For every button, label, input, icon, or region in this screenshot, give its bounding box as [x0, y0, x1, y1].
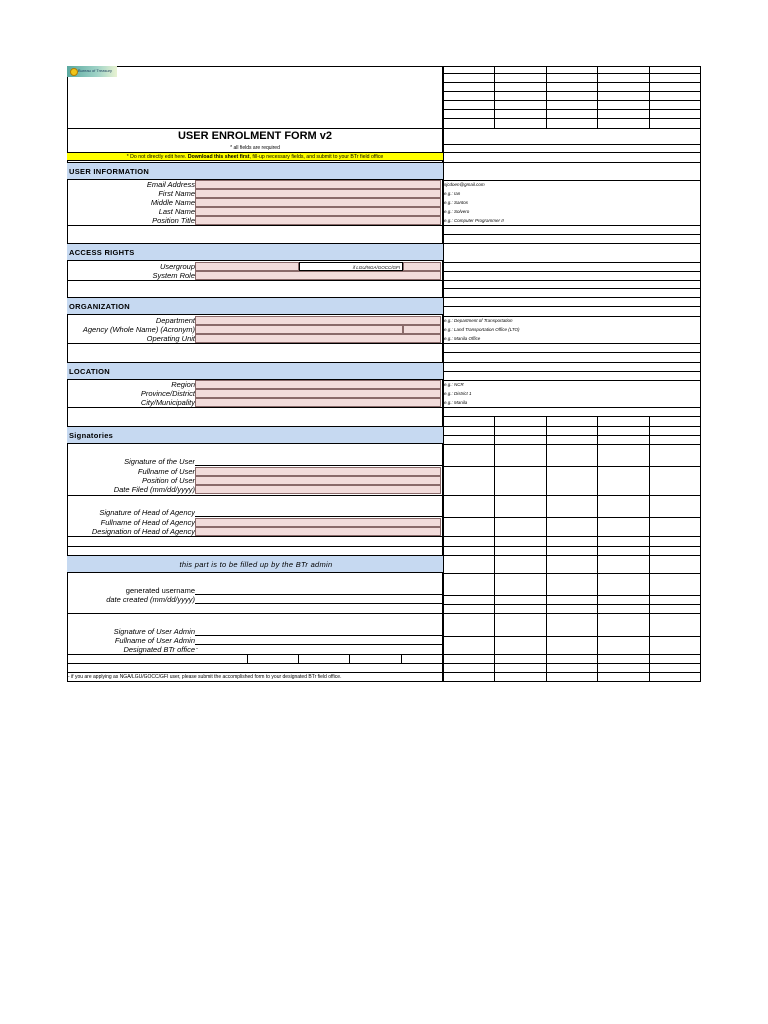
side-grid-frame [443, 66, 701, 682]
first-name-hint: e.g.: Ian [444, 191, 461, 196]
province-hint: e.g.: District 1 [444, 391, 472, 396]
user-fullname-label: Fullname of User [137, 467, 195, 476]
head-signature-label: Signature of Head of Agency [99, 508, 195, 517]
notice-bold: Download this sheet first [187, 154, 250, 160]
usergroup-type-field[interactable] [403, 262, 441, 271]
city-label: City/Municipality [140, 398, 195, 407]
department-label: Department [155, 316, 195, 325]
middle-name-hint: e.g.: Solvero [444, 209, 470, 214]
region-field[interactable] [195, 380, 441, 389]
section-organization: ORGANIZATION [67, 297, 443, 315]
agency-logo [67, 66, 117, 77]
btr-office-label: Designated BTr office [123, 645, 195, 654]
region-hint: e.g.: NCR [444, 382, 464, 387]
first-name-field[interactable] [195, 189, 441, 198]
city-hint: e.g.: Manila [444, 400, 468, 405]
user-signature-label: Signature of the User [124, 457, 195, 466]
generated-username-field[interactable] [195, 573, 443, 595]
section-user-information: USER INFORMATION [67, 162, 443, 180]
usergroup-label: Usergroup [159, 262, 195, 271]
usergroup-field[interactable] [195, 262, 299, 271]
date-filed-label: Date Filed (mm/dd/yyyy) [113, 485, 195, 494]
user-signature-field[interactable] [195, 444, 443, 466]
admin-signature-field[interactable] [195, 614, 443, 636]
operating-unit-field[interactable] [195, 334, 441, 343]
date-filed-field[interactable] [195, 485, 441, 494]
position-title-label: Position Title [152, 216, 195, 225]
first-name-label: First Name [158, 189, 195, 198]
admin-fullname-field[interactable] [195, 636, 443, 645]
admin-signature-label: Signature of User Admin [113, 627, 195, 636]
section-location: LOCATION [67, 362, 443, 380]
enrolment-sheet [67, 66, 701, 682]
notice-prefix: * Do not directly edit here. [126, 154, 188, 160]
last-name-hint: e.g.: Santos [444, 200, 469, 205]
edit-notice [67, 152, 443, 161]
notice-suffix: , fill-up necessary fields, and submit to your BTr field office [249, 154, 384, 160]
province-field[interactable] [195, 389, 441, 398]
middle-name-label: Middle Name [150, 198, 195, 207]
department-hint: e.g.: Department of Transportation [444, 318, 513, 323]
generated-username-label: generated username [125, 586, 195, 595]
email-hint: sjcdoen@gmail.com [444, 182, 485, 187]
btr-office-value[interactable]: - [196, 646, 198, 652]
section-access-rights: ACCESS RIGHTS [67, 243, 443, 261]
region-label: Region [171, 380, 195, 389]
email-label: Email Address [146, 180, 195, 189]
form-subtitle: * all fields are required [230, 145, 280, 151]
seal-icon [70, 68, 78, 76]
user-position-field[interactable] [195, 476, 441, 485]
date-created-label: date created (mm/dd/yyyy) [106, 595, 195, 604]
system-role-label: System Role [152, 271, 195, 280]
head-signature-field[interactable] [195, 496, 443, 517]
last-name-label: Last Name [158, 207, 195, 216]
user-fullname-field[interactable] [195, 467, 441, 476]
date-created-field[interactable] [195, 595, 443, 604]
agency-label: Agency (Whole Name) (Acronym) [82, 325, 195, 334]
head-designation-field[interactable] [195, 527, 441, 536]
agency-acronym-field[interactable] [403, 325, 441, 334]
admin-fullname-label: Fullname of User Admin [114, 636, 195, 645]
middle-name-field[interactable] [195, 198, 441, 207]
position-hint: e.g.: Computer Programmer II [444, 218, 504, 223]
last-name-field[interactable] [195, 207, 441, 216]
head-fullname-label: Fullname of Head of Agency [100, 518, 195, 527]
head-fullname-field[interactable] [195, 518, 441, 527]
usergroup-note: if LGU/NGA/GOCC/GFI [299, 262, 403, 271]
agency-hint: e.g.: Land Transportation Office (LTO) [444, 327, 520, 332]
form-title: USER ENROLMENT FORM v2 [177, 130, 332, 142]
logo-text: Bureau of Treasury [78, 68, 113, 73]
footer-note: - if you are applying as NGA/LGU/GOCC/GFI user, please submit the accomplished form to your designated BTr field office. [68, 674, 342, 680]
operating-unit-hint: e.g.: Manila Office [444, 336, 481, 341]
head-designation-label: Designation of Head of Agency [91, 527, 195, 536]
province-label: Province/District [140, 389, 195, 398]
operating-unit-label: Operating Unit [146, 334, 195, 343]
department-field[interactable] [195, 316, 441, 325]
email-field[interactable] [195, 180, 441, 189]
section-admin: this part is to be filled up by the BTr admin [67, 555, 443, 573]
agency-name-field[interactable] [195, 325, 403, 334]
system-role-field[interactable] [195, 271, 441, 280]
position-title-field[interactable] [195, 216, 441, 225]
city-field[interactable] [195, 398, 441, 407]
section-signatories: Signatories [67, 426, 443, 444]
user-position-label: Position of User [142, 476, 195, 485]
